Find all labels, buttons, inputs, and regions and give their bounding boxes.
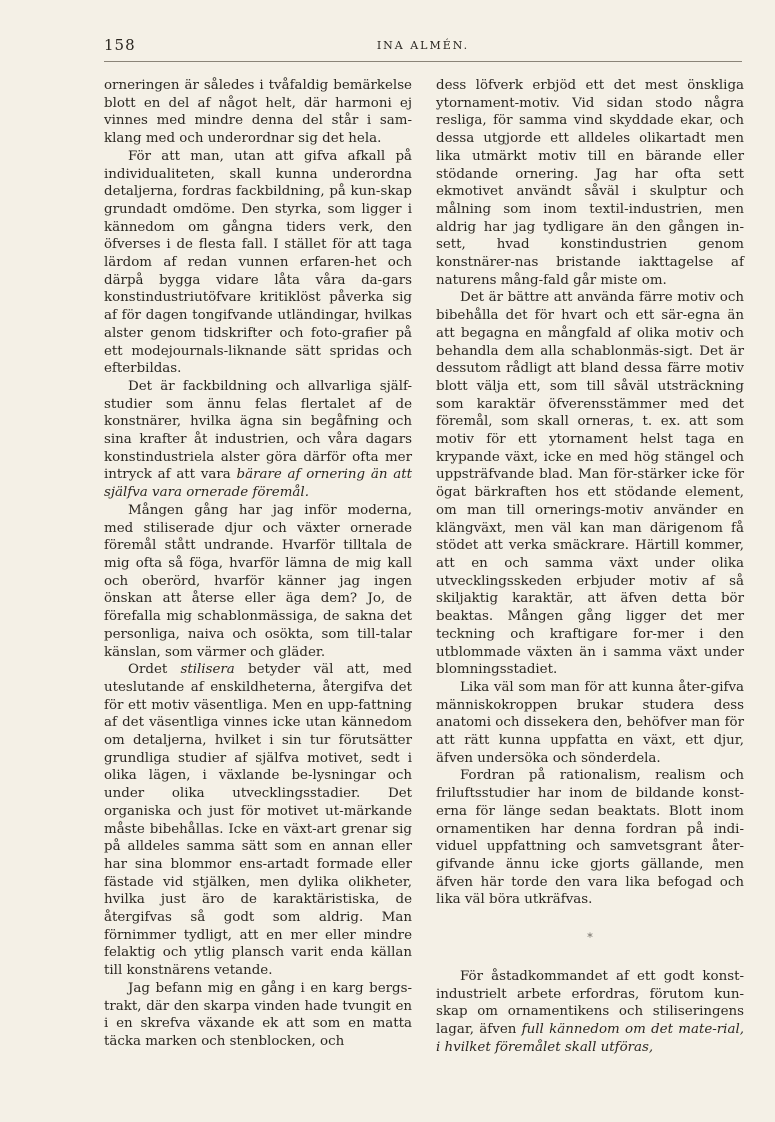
paragraph: Lika väl som man för att kunna åter-gifva människokroppen brukar studera dess anatomi och dissekera den, behöfver man för att rätt kunna uppfatta en växt, ett djur, äfven undersöka och sönderdela. xyxy=(436,679,744,766)
section-separator: * xyxy=(587,931,593,945)
paragraph: För att man, utan att gifva afkall på individualiteten, skall kunna underordna detaljerna, fordras fackbildning, på kun-skap grundadt omdöme. Den styrka, som ligger i kännedom om gångna tiders verk, den öfverses i de flesta fall. I stället för att taga lärdom af redan vunnen erfaren-het och därpå bygga vidare låta våra da-gars konstindustriutöfvare kritiklöst påverka sig af för dagen tongifvande utländingar, hvilkas alster genom tidskrifter och foto-grafier på ett modejournals-liknande sätt spridas och efterbildas. xyxy=(104,148,412,377)
running-head: INA ALMÉN. xyxy=(376,39,470,52)
paragraph: Jag befann mig en gång i en karg bergs-trakt, där den skarpa vinden hade tvungit en i en skrefva växande ek att som en matta täcka marken och stenblocken, och xyxy=(104,980,412,1049)
paragraph-text: betyder väl att, med uteslutande af enskildheterna, återgifva det för ett motiv väsentliga. Men en upp-fattning af det väsentliga vinnes icke utan kännedom om detaljerna, hvilket i sin tur förutsätter grundliga studier af själfva motivet, sedt i olika lägen, i växlande be-lysningar och under olika utvecklingsstadier. Det organiska och just för motivet ut-märkande måste bibehållas. Icke en växt-art grenar sig på alldeles samma sätt som en annan eller har sina blommor ens-artadt formade eller fästade vid stjälken, men dylika olikheter, hvilka just äro de karaktäristiska, de återgifvas så godt som aldrig. Man förnimmer tydligt, att en mer eller mindre felaktig och ytlig plansch varit enda källan till konstnärens vetande. xyxy=(104,662,412,979)
italic-word: stilisera xyxy=(180,662,235,678)
paragraph: dess löfverk erbjöd ett det mest önskliga ytornament-motiv. Vid sidan stodo några resliga, för samma vind skyddade ekar, och dessa utgjorde ett alldeles olikartadt men lika utmärkt motiv till en bärande eller stödande ornering. Jag har ofta sett ekmotivet användt såväl i skulptur och målning som inom textil-industrien, men aldrig har jag tydligare än den gången in-sett, hvad konstindustrien genom konstnärer-nas bristande iakttagelse af naturens mång-fald går miste om. xyxy=(436,78,744,288)
paragraph-text: Ordet xyxy=(128,662,181,678)
paragraph: Mången gång har jag inför moderna, med stiliserade djur och växter ornerade föremål stått undrande. Hvarför tilltala de mig ofta så föga, hvarför lämna de mig kall och oberörd, hvarför känner jag ingen önskan att återse eller äga dem? Jo, de förefalla mig schablonmässiga, de sakna det personliga, naiva och osökta, som till-talar känslan, som värmer och gläder. xyxy=(104,502,412,660)
right-column xyxy=(436,77,744,1057)
header-rule xyxy=(104,61,742,62)
paragraph-text: Det är fackbildning och allvarliga själf-studier som ännu felas flertalet af de konstnärer, hvilka ägna sin begåfning och sina krafter åt industrien, och våra dagars konstindustriela alster göra därför ofta mer intryck af att vara xyxy=(104,378,412,483)
italic-phrase: full kännedom om det mate-rial, i hvilket föremålet skall utföras, xyxy=(436,1022,744,1055)
text-columns xyxy=(104,77,744,1057)
page-header xyxy=(104,36,742,58)
paragraph xyxy=(104,661,412,980)
paragraph: orneringen är således i tvåfaldig bemärkelse blott en del af något helt, där harmoni ej vinnes med mindre denna del står i sam-klang med och underordnar sig det hela. xyxy=(104,78,412,147)
paragraph: Det är bättre att använda färre motiv och bibehålla det för hvart och ett sär-egna än att begagna en mångfald af olika motiv och behandla dem alla schablonmäs-sigt. Det är dessutom rådligt att bland dessa färre motiv blott välja ett, som till såväl utsträckning som karaktär öfverensstämmer med det föremål, som skall orneras, t. ex. att som motiv för ett ytornament helst taga en krypande växt, icke en med hög stängel och uppsträfvande blad. Man för-stärker icke för ögat bärkraften hos ett stödande element, om man till ornerings-motiv använder en klängväxt, men väl kan man därigenom få stödet att verka smäckrare. Härtill kommer, att en och samma växt under olika utvecklingsskeden erbjuder motiv af så skiljaktig karaktär, att äfven detta bör beaktas. Mången gång ligger det mer teckning och kraftigare for-mer i den utblommade växten än i samma växt under blomningsstadiet. xyxy=(436,290,744,678)
italic-phrase: bärare af ornering än att själfva vara ornerade föremål. xyxy=(104,467,412,501)
paragraph: Fordran på rationalism, realism och friluftsstudier har inom de bildande konst-erna för länge sedan beaktats. Blott inom ornamentiken har denna fordran på indi-viduel uppfattning och samvetsgrant åter-gifvande ännu icke gjorts gällande, men äfven här torde den vara lika befogad och lika väl böra utkräfvas. xyxy=(436,768,744,908)
page-number: 158 xyxy=(104,36,136,54)
left-column xyxy=(104,77,412,1057)
paragraph-text: För åstadkommandet af ett godt konst-industrielt arbete erfordras, förutom kun-skap om ornamentikens och stiliseringens lagar, äfven xyxy=(436,969,744,1038)
paragraph xyxy=(104,378,412,502)
paragraph xyxy=(436,968,744,1057)
